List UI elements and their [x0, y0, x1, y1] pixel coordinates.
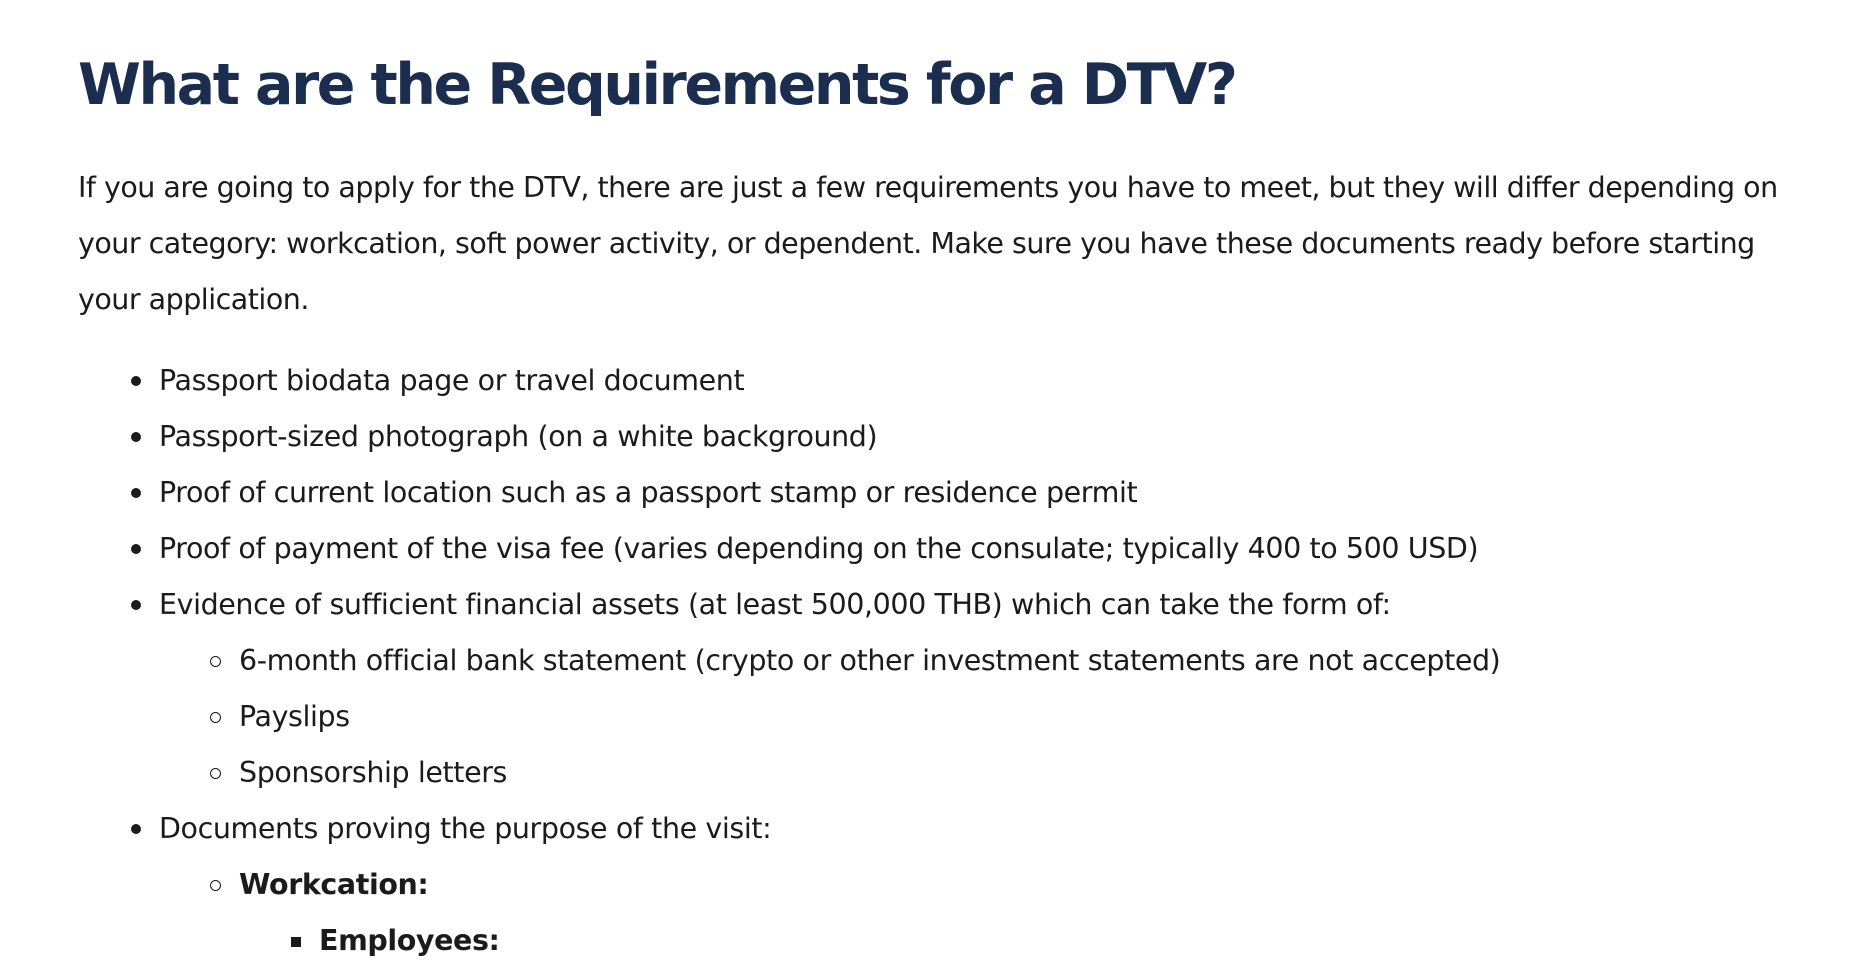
- list-item-text: Passport-sized photograph (on a white background): [159, 420, 878, 453]
- bullet-disc-icon: [131, 600, 141, 610]
- article: [78, 0, 1818, 969]
- bullet-circle-icon: [210, 880, 221, 891]
- list-item: [159, 521, 1818, 577]
- list-item: [239, 633, 1818, 689]
- bullet-disc-icon: [131, 488, 141, 498]
- list-item-text: Sponsorship letters: [239, 756, 507, 789]
- list-item: [239, 745, 1818, 801]
- list-item-text: Payslips: [239, 700, 350, 733]
- list-item: [239, 689, 1818, 745]
- list-item: [159, 465, 1818, 521]
- list-item-text: Documents proving the purpose of the visit:: [159, 812, 772, 845]
- list-item-text: Evidence of sufficient financial assets (at least 500,000 THB) which can take the form of:: [159, 588, 1391, 621]
- bullet-disc-icon: [131, 376, 141, 386]
- list-item: [159, 409, 1818, 465]
- list-item: [159, 801, 1818, 969]
- bullet-square-icon: [291, 937, 301, 947]
- list-item: [159, 353, 1818, 409]
- list-item: [159, 577, 1818, 801]
- bullet-disc-icon: [131, 824, 141, 834]
- bullet-circle-icon: [210, 656, 221, 667]
- bullet-circle-icon: [210, 768, 221, 779]
- bullet-circle-icon: [210, 712, 221, 723]
- purpose-list: [159, 857, 1818, 969]
- list-item: [239, 857, 1818, 969]
- page-title: What are the Requirements for a DTV?: [78, 52, 1236, 118]
- requirements-list: [78, 353, 1818, 969]
- workcation-label: Workcation:: [239, 868, 429, 901]
- intro-paragraph: If you are going to apply for the DTV, there are just a few requirements you have to meet, but they will differ depending on your category: workcation, soft power activity, or dependent. Make sure you have these documents ready before starting your application.: [78, 171, 1778, 316]
- financial-assets-list: [159, 633, 1818, 801]
- bullet-disc-icon: [131, 544, 141, 554]
- workcation-list: [239, 913, 1818, 969]
- employees-label: Employees:: [319, 924, 500, 957]
- list-item: [319, 913, 1818, 969]
- list-item-text: Passport biodata page or travel document: [159, 364, 745, 397]
- bullet-disc-icon: [131, 432, 141, 442]
- list-item-text: Proof of current location such as a passport stamp or residence permit: [159, 476, 1138, 509]
- list-item-text: Proof of payment of the visa fee (varies depending on the consulate; typically 400 to 500 USD): [159, 532, 1479, 565]
- list-item-text: 6-month official bank statement (crypto or other investment statements are not accepted): [239, 644, 1501, 677]
